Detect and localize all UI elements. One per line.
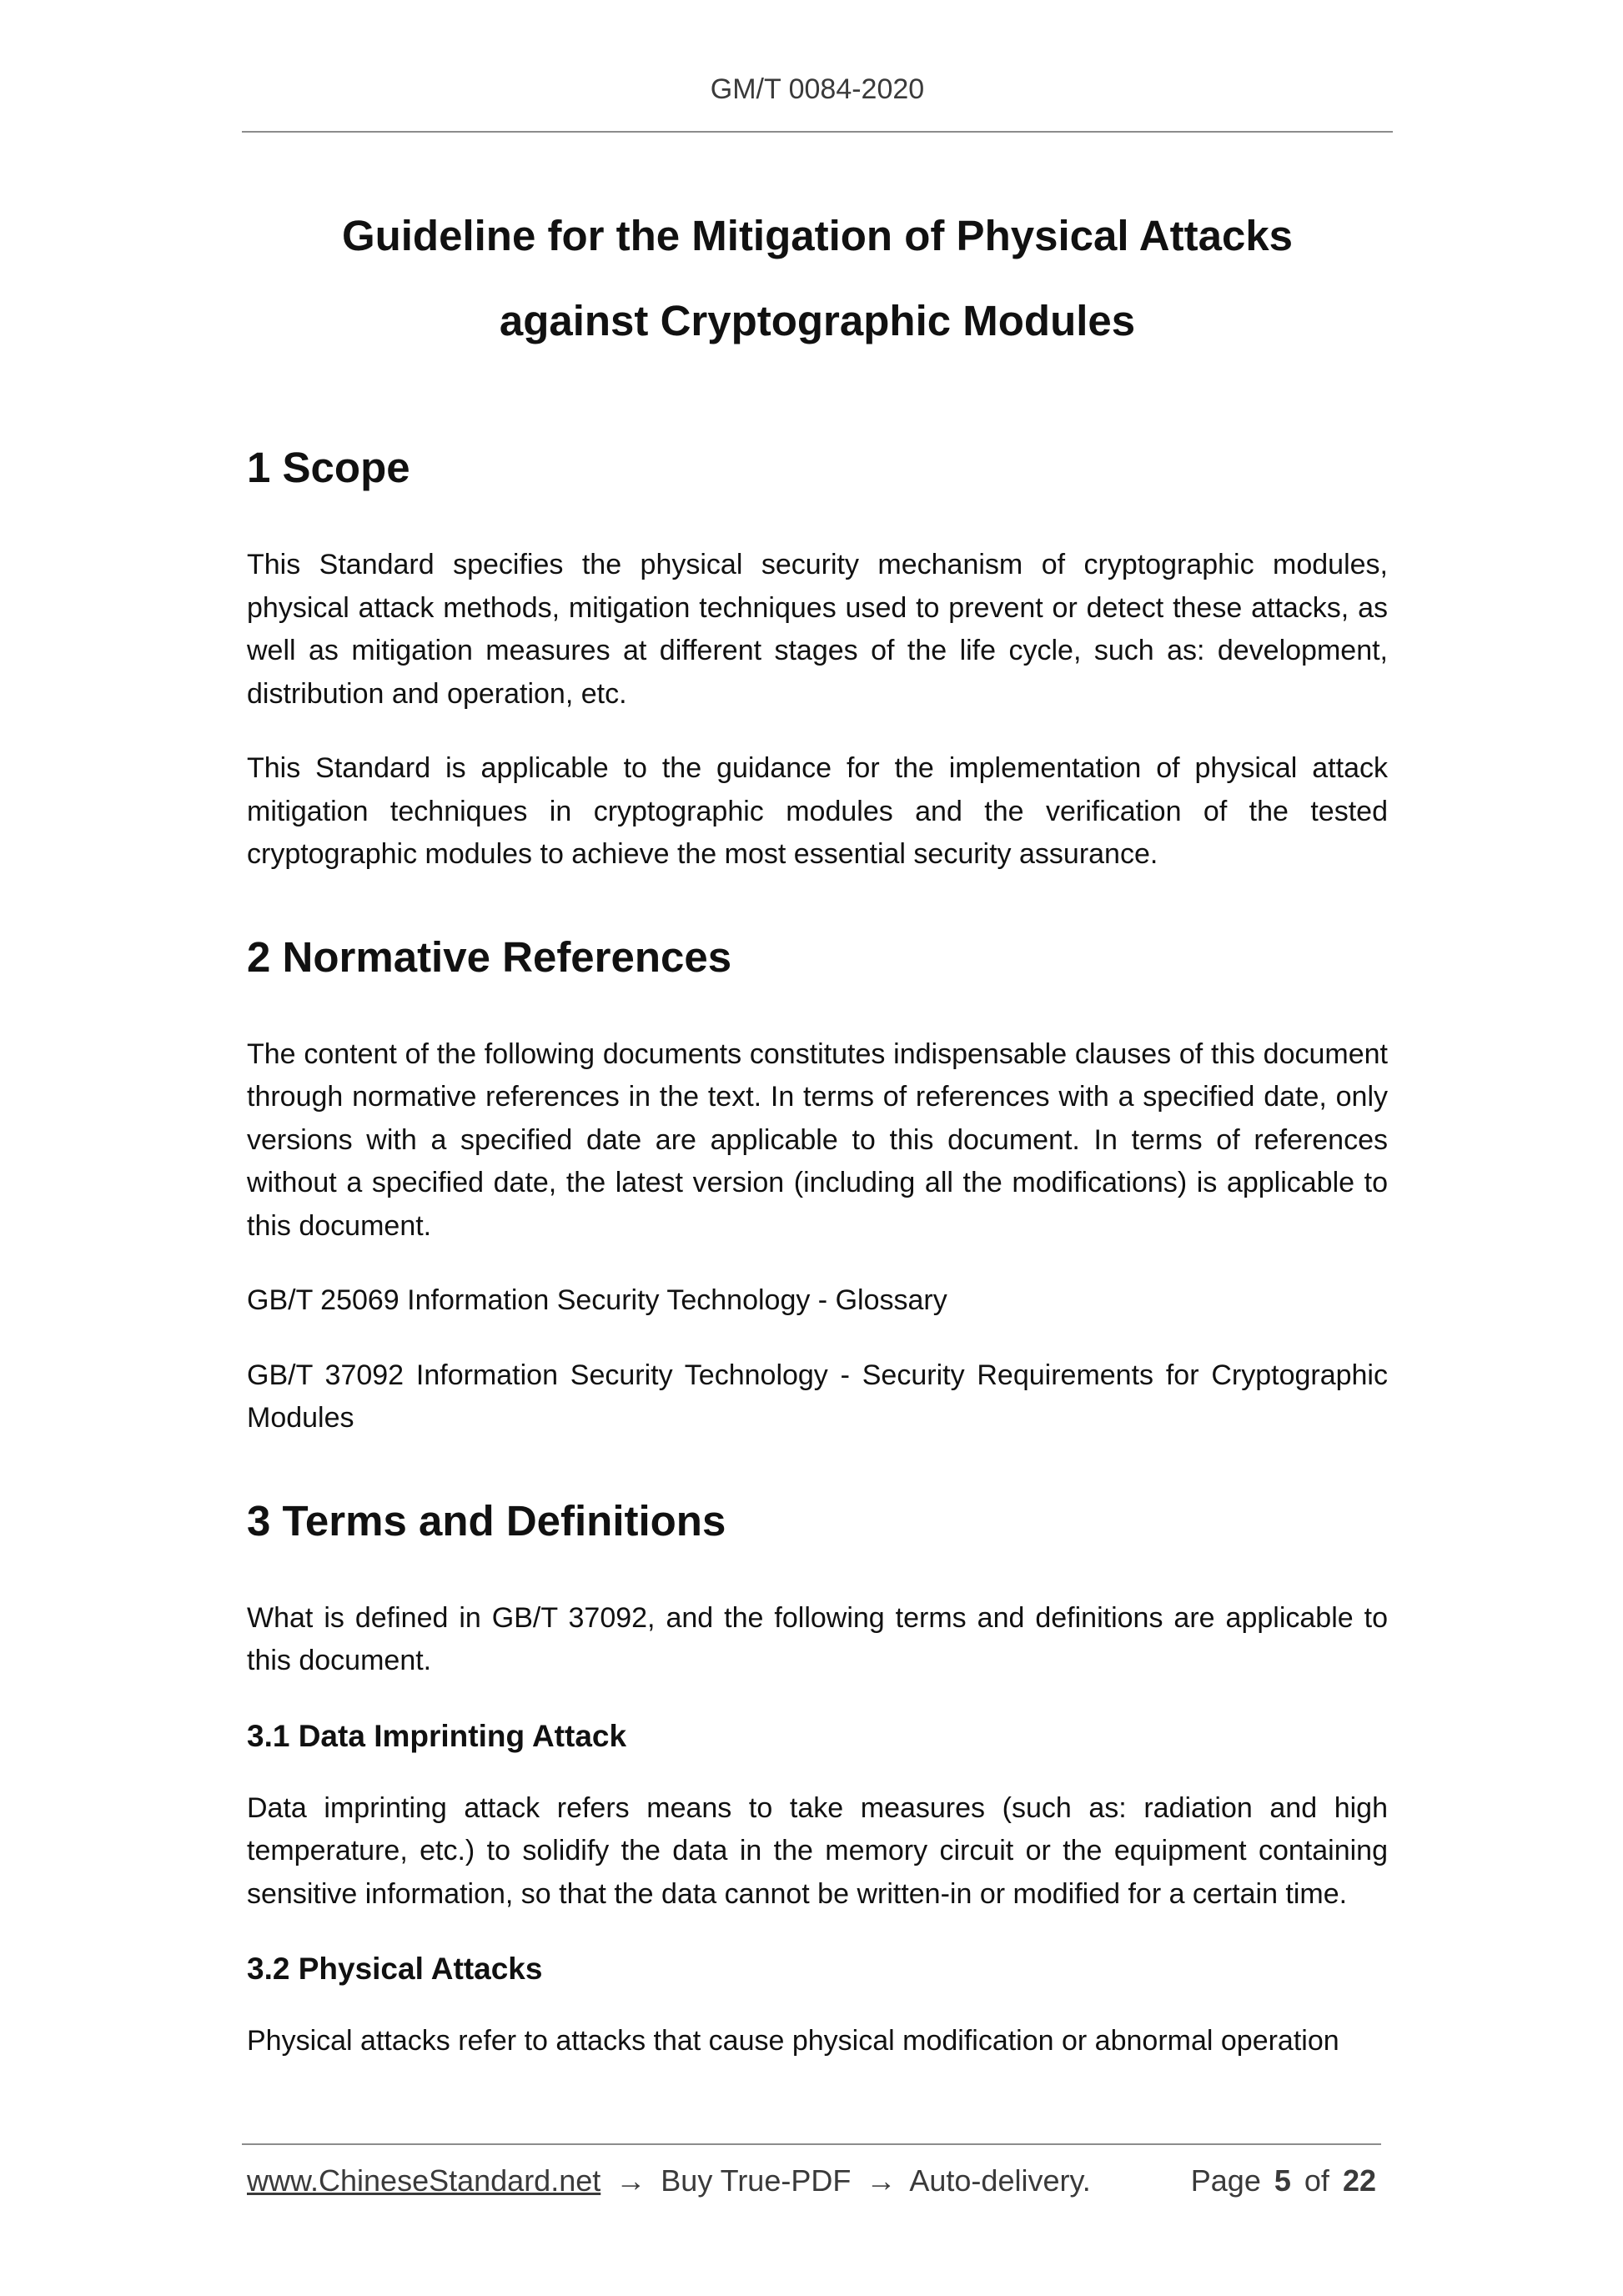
header-divider <box>242 131 1393 133</box>
page-label: Page <box>1190 2163 1261 2198</box>
document-body <box>247 442 1388 2063</box>
page-indicator <box>1191 2162 1381 2200</box>
section-heading-scope: 1 Scope <box>247 444 410 491</box>
running-header-doc-code: GM/T 0084-2020 <box>710 73 925 105</box>
terms-intro-paragraph: What is defined in GB/T 37092, and the following terms and definitions are applicable to this document. <box>247 1601 1388 1676</box>
footer-buy-text: Buy True-PDF <box>661 2163 852 2198</box>
normative-reference-1: GB/T 25069 Information Security Technology - Glossary <box>247 1284 947 1316</box>
scope-paragraph-1: This Standard specifies the physical security mechanism of cryptographic modules, physical attack methods, mitigation techniques used to prevent or detect these attacks, as well as mitigation measures at different stages of the life cycle, such as: development, distribution and operation, etc. <box>247 549 1388 710</box>
footer-promo <box>247 2162 1091 2200</box>
physical-attacks-definition: Physical attacks refer to attacks that cause physical modification or abnormal operation <box>247 2025 1339 2057</box>
page-number: 5 <box>1274 2163 1291 2198</box>
data-imprinting-definition: Data imprinting attack refers means to take measures (such as: radiation and high temperature, etc.) to solidify the data in the memory circuit or the equipment containing sensitive information, so that the data cannot be written-in or modified for a certain time. <box>247 1791 1388 1910</box>
footer-delivery-text: Auto-delivery. <box>909 2163 1091 2198</box>
subsection-heading-data-imprinting: 3.1 Data Imprinting Attack <box>247 1718 627 1753</box>
arrow-right-icon: → <box>616 2163 646 2198</box>
section-heading-normative-references: 2 Normative References <box>247 932 732 981</box>
page-total: 22 <box>1342 2163 1376 2198</box>
title-line-2: against Cryptographic Modules <box>499 297 1136 344</box>
normative-paragraph: The content of the following documents constitutes indispensable clauses of this document through normative references in the text. In terms of references with a specified date, only versions with a specified date are applicable to this document. In terms of references without a specified date, the latest version (including all the modifications) is applicable to this document. <box>247 1037 1388 1242</box>
subsection-heading-physical-attacks: 3.2 Physical Attacks <box>247 1952 543 1986</box>
scope-paragraph-2: This Standard is applicable to the guidance for the implementation of physical attack mitigation techniques in cryptographic modules and the verification of the tested cryptographic modules to achieve the most essential security assurance. <box>247 752 1388 870</box>
footer-divider <box>242 2143 1381 2145</box>
chinesestandard-link[interactable]: www.ChineseStandard.net <box>247 2163 601 2198</box>
arrow-right-icon: → <box>866 2163 897 2198</box>
normative-reference-2: GB/T 37092 Information Security Technology - Security Requirements for Cryptographic Modules <box>247 1359 1388 1434</box>
of-label: of <box>1304 2163 1329 2198</box>
title-line-1: Guideline for the Mitigation of Physical Attacks <box>341 212 1294 259</box>
document-title <box>242 193 1393 364</box>
section-heading-terms-definitions: 3 Terms and Definitions <box>247 1496 726 1545</box>
